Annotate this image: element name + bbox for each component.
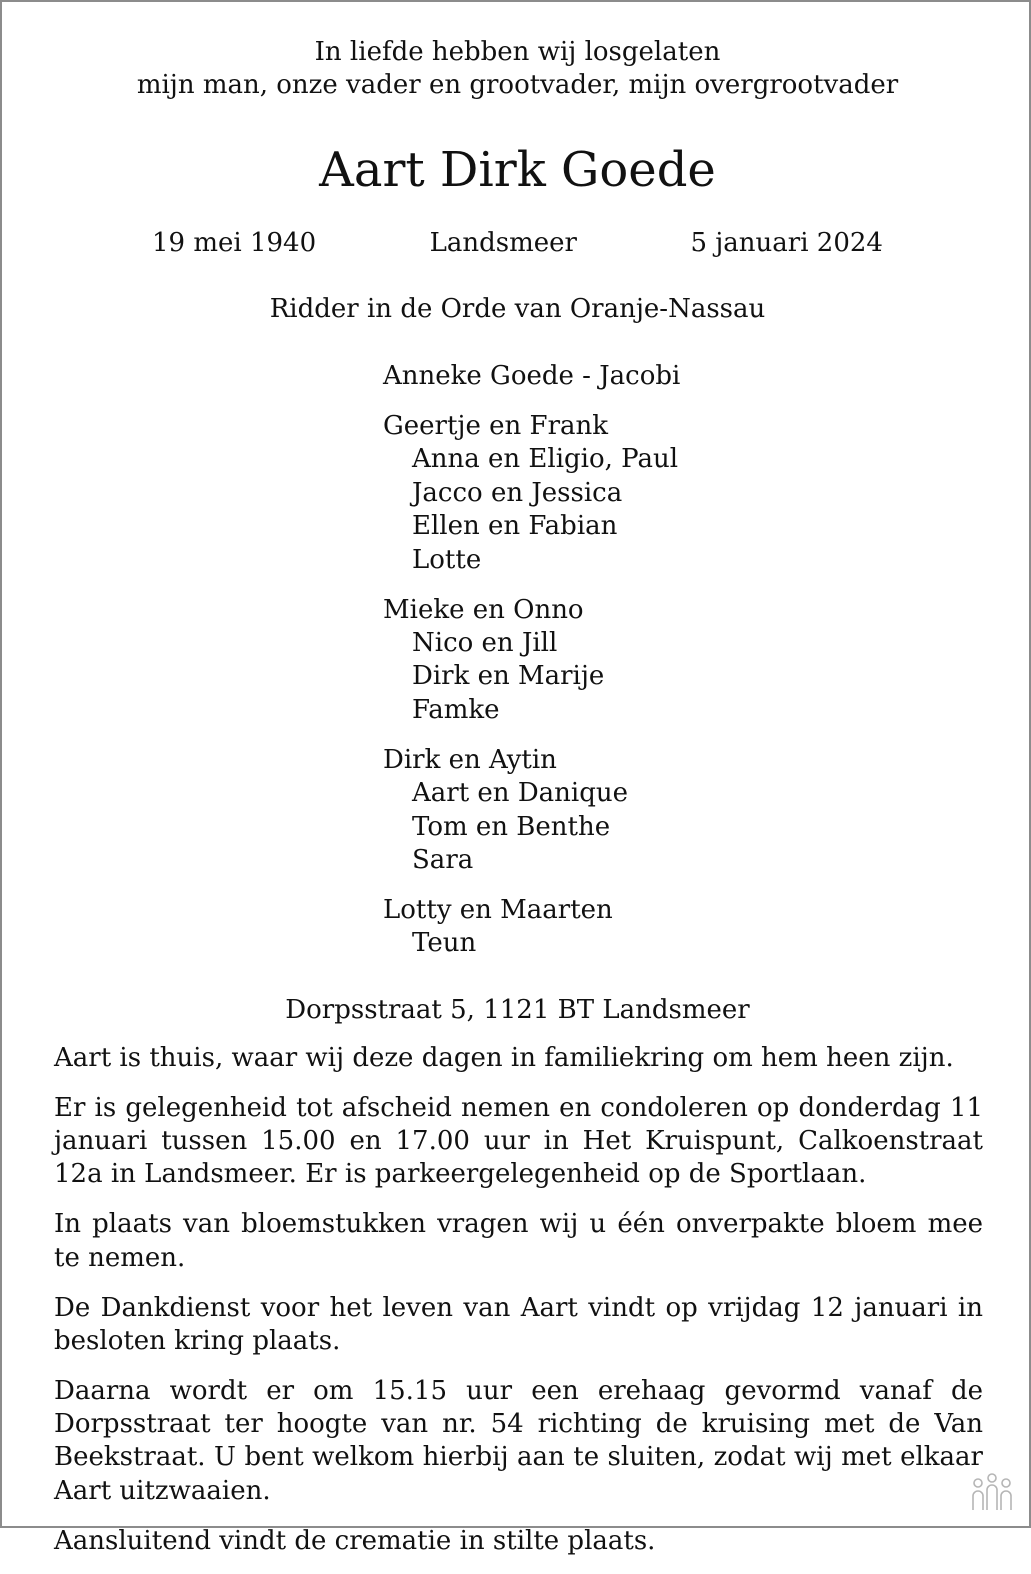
family-child: Teun <box>412 928 477 959</box>
family-group <box>383 410 680 577</box>
family-parents: Mieke en Onno <box>383 594 584 625</box>
family-group <box>383 594 680 728</box>
family-child: Nico en Jill <box>412 628 558 659</box>
intro-line-2: mijn man, onze vader en grootvader, mijn overgrootvader <box>136 70 899 100</box>
family-child: Famke <box>412 694 500 725</box>
family-child: Ellen en Fabian <box>412 511 618 542</box>
family-child: Jacco en Jessica <box>412 477 623 508</box>
paragraph: Daarna wordt er om 15.15 uur een erehaag gevormd vanaf de Dorpsstraat ter hoogte van nr. 54 richting de kruising met de Van Beekstraat. U bent welkom hierbij aan te sluiten, zodat wij met elkaar Aart uitzwaaien. <box>54 1375 983 1506</box>
family-child: Aart en Danique <box>412 778 628 809</box>
family-group <box>383 894 680 961</box>
spouse: Anneke Goede - Jacobi <box>383 361 681 391</box>
people-group-icon <box>970 1472 1014 1512</box>
intro-text <box>2 36 1031 102</box>
family-list <box>383 360 680 977</box>
family-parents: Dirk en Aytin <box>383 744 557 775</box>
family-parents: Lotty en Maarten <box>383 895 613 926</box>
birth-date: 19 mei 1940 <box>152 228 317 258</box>
family-child: Tom en Benthe <box>412 811 611 842</box>
family-group <box>383 744 680 878</box>
paragraph: Aart is thuis, waar wij deze dagen in familiekring om hem heen zijn. <box>54 1043 954 1073</box>
life-dates <box>152 226 883 260</box>
place: Landsmeer <box>429 228 577 258</box>
honor: Ridder in de Orde van Oranje-Nassau <box>269 294 766 324</box>
address: Dorpsstraat 5, 1121 BT Landsmeer <box>285 995 750 1025</box>
family-child: Lotte <box>412 544 482 575</box>
spouse-group <box>383 360 680 393</box>
paragraph: Er is gelegenheid tot afscheid nemen en condoleren op donderdag 11 januari tussen 15.00 en 17.00 uur in Het Kruispunt, Calkoenstraat 12a in Landsmeer. Er is parkeergelegenheid op de Sportlaan. <box>54 1092 983 1190</box>
deceased-name: Aart Dirk Goede <box>319 142 716 198</box>
paragraph: Aansluitend vindt de crematie in stilte plaats. <box>54 1525 656 1556</box>
family-child: Dirk en Marije <box>412 661 605 692</box>
announcement-text <box>54 1042 983 1574</box>
family-child: Anna en Eligio, Paul <box>412 444 679 475</box>
intro-line-1: In liefde hebben wij losgelaten <box>314 37 721 67</box>
family-child: Sara <box>412 845 474 876</box>
death-date: 5 januari 2024 <box>690 228 883 258</box>
family-parents: Geertje en Frank <box>383 411 608 441</box>
paragraph: De Dankdienst voor het leven van Aart vindt op vrijdag 12 januari in besloten kring plaats. <box>54 1292 983 1356</box>
paragraph: In plaats van bloemstukken vragen wij u één onverpakte bloem mee te nemen. <box>54 1209 983 1273</box>
